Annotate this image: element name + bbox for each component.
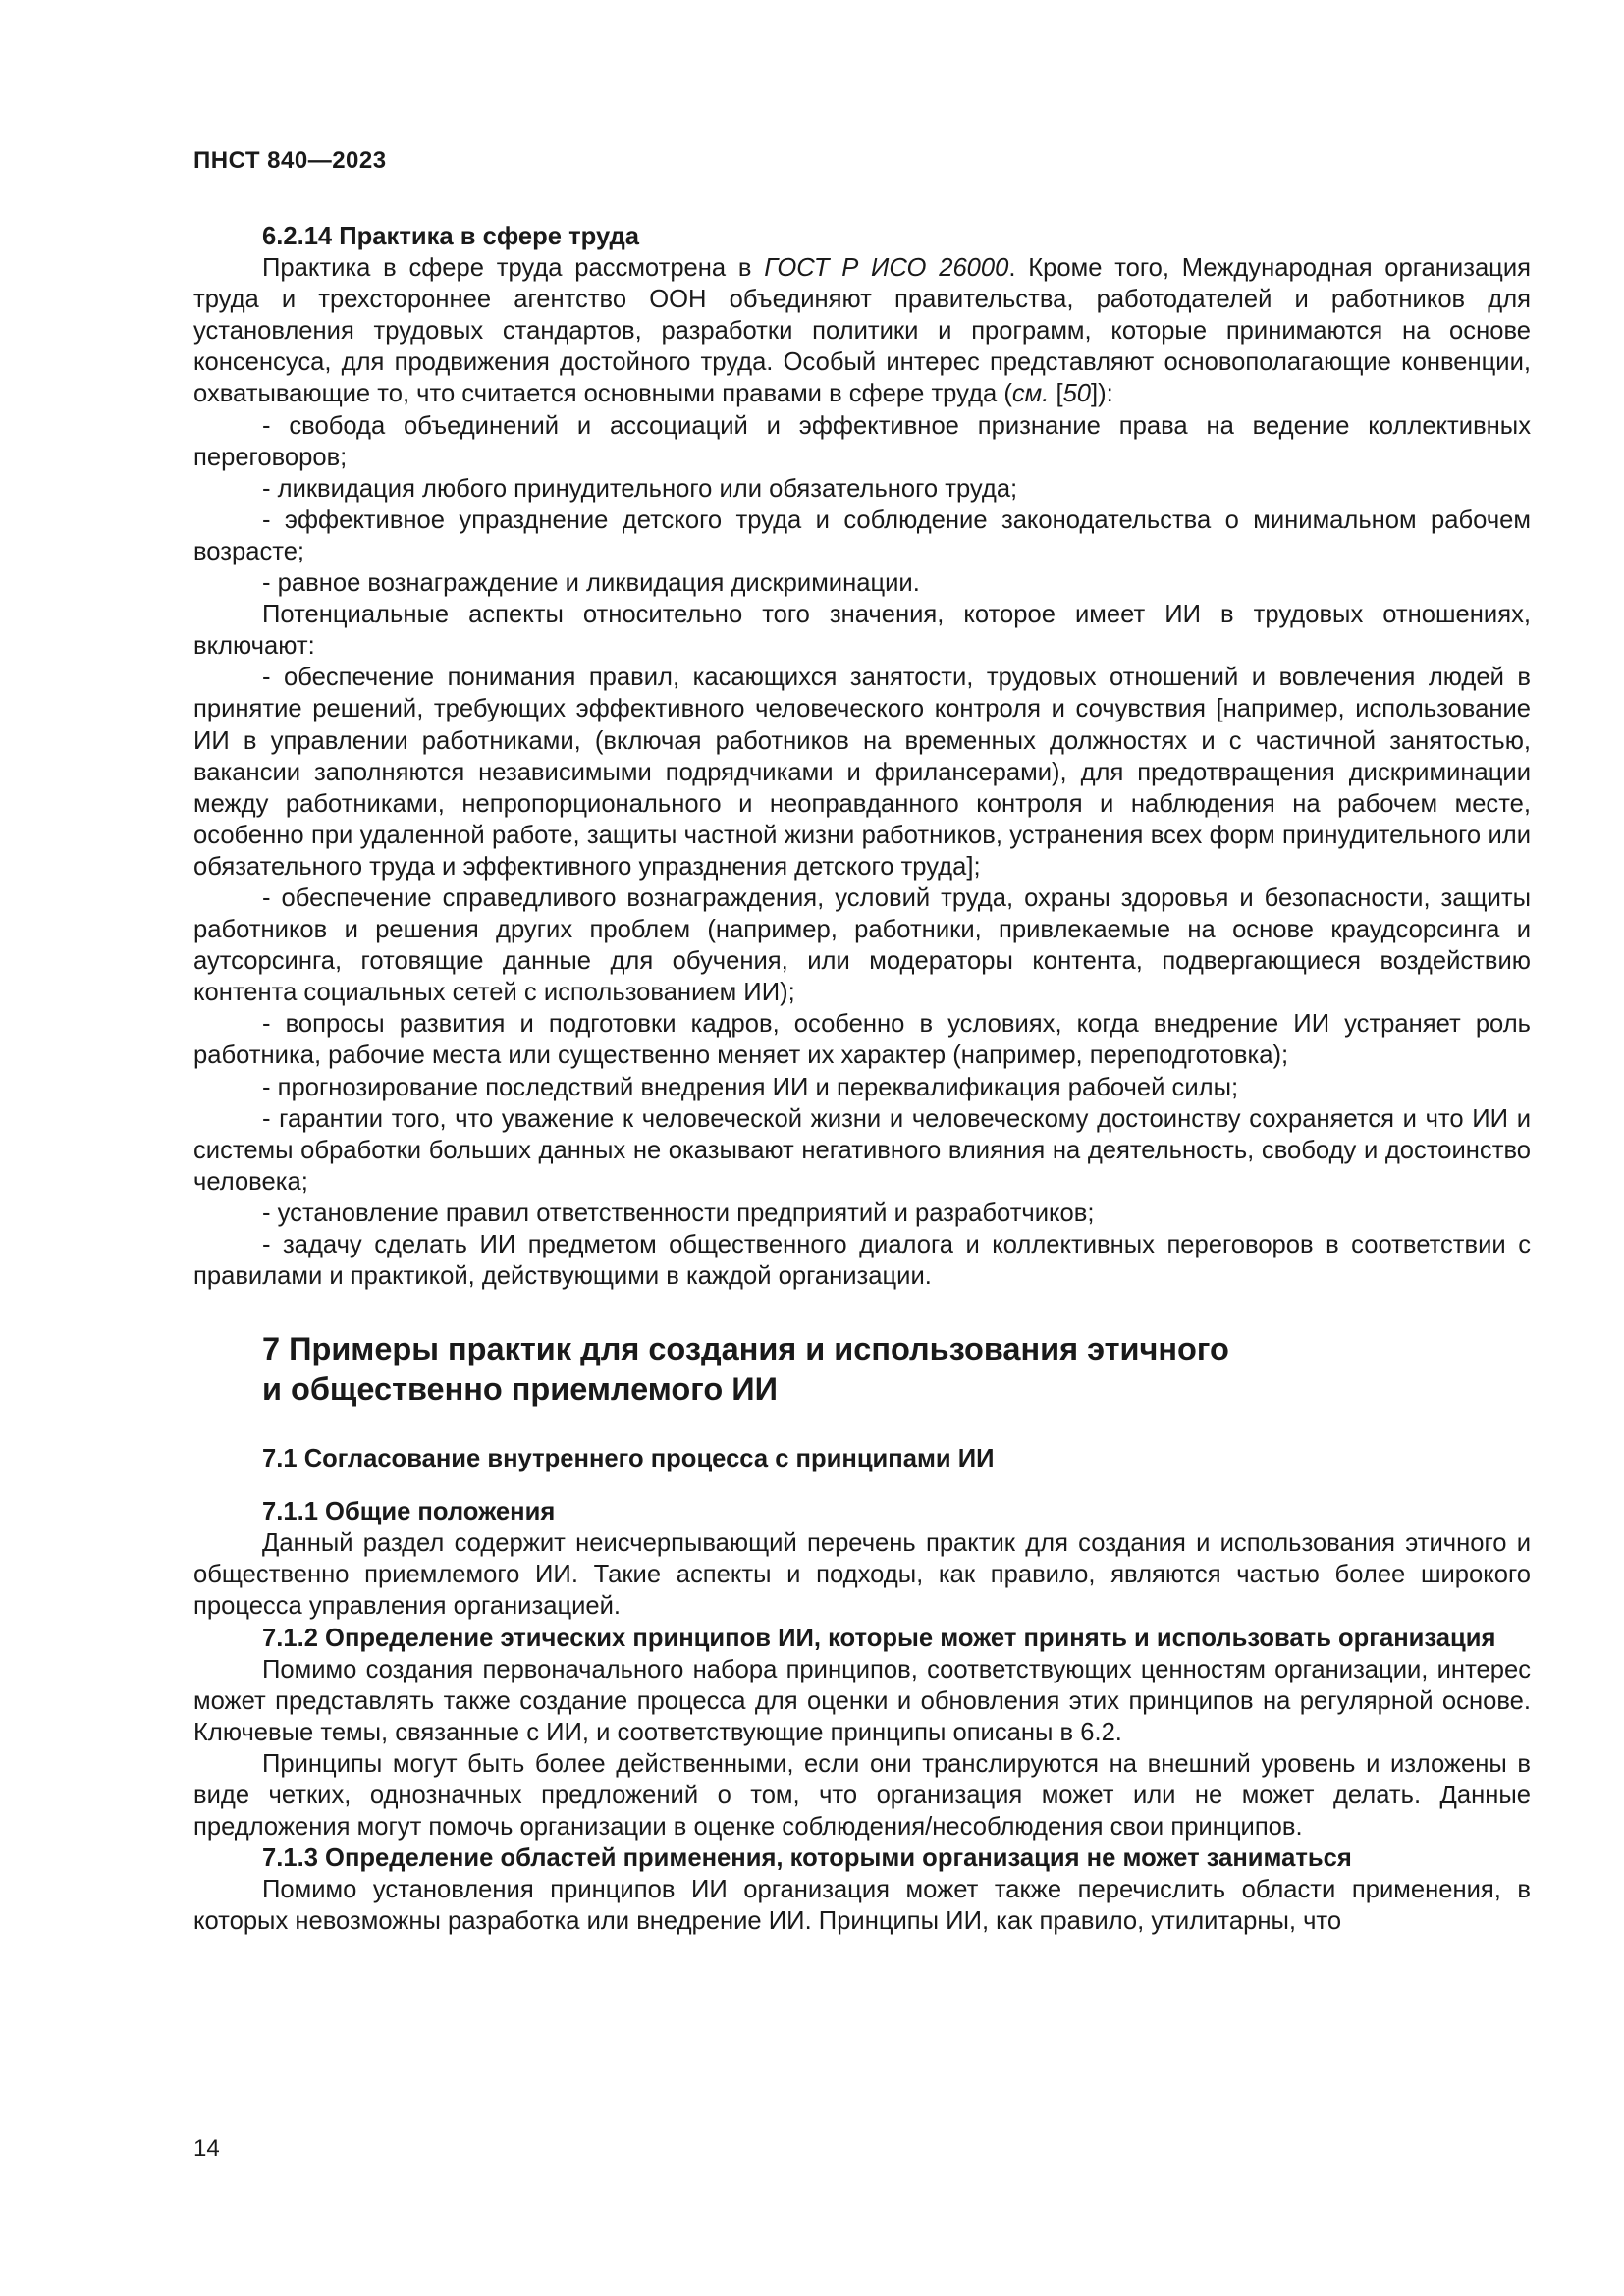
section-6-2-14-paragraph: Практика в сфере труда рассмотрена в ГОСТ Р ИСО 26000. Кроме того, Международная организация труда и трехстороннее агентство ООН объединяют правительства, работодателей и работников для установления трудовых стандартов, разработки политики и программ, которые принимаются на основе консенсуса, для продвижения достойного труда. Особый интерес представляют основополагающие конвенции, охватывающие то, что считается основными правами в сфере труда (см. [50]):: [193, 254, 1531, 408]
list-item: - прогнозирование последствий внедрения ИИ и переквалификация рабочей силы;: [262, 1073, 1239, 1101]
document-code: ПНСТ 840—2023: [193, 147, 387, 174]
list-item: - гарантии того, что уважение к человеческой жизни и человеческому достоинству сохраняется и что ИИ и системы обработки больших данных не оказывают негативного влияния на деятельность, свободу и достоинство человека;: [193, 1104, 1531, 1196]
section-7-1-2-paragraph: Помимо создания первоначального набора принципов, соответствующих ценностям организации, интерес может представлять также создание процесса для оценки и обновления этих принципов на регулярной основе. Ключевые темы, связанные с ИИ, и соответствующие принципы описаны в 6.2.: [193, 1655, 1531, 1746]
section-7-1-3-paragraph: Помимо установления принципов ИИ организация может также перечислить области применения, в которых невозможны разработка или внедрение ИИ. Принципы ИИ, как правило, утилитарны, что: [193, 1876, 1531, 1936]
list-item: - вопросы развития и подготовки кадров, особенно в условиях, когда внедрение ИИ устраняет роль работника, рабочие места или существенно меняет их характер (например, переподготовка);: [193, 1010, 1531, 1070]
list-item: - равное вознаграждение и ликвидация дискриминации.: [262, 569, 920, 598]
gost-reference: ГОСТ Р ИСО 26000: [764, 254, 1009, 283]
section-7-1-1-paragraph: Данный раздел содержит неисчерпывающий перечень практик для создания и использования этичного и общественно приемлемого ИИ. Такие аспекты и подходы, как правило, являются частью более широкого процесса управления организацией.: [193, 1529, 1531, 1621]
list-item: - обеспечение понимания правил, касающихся занятости, трудовых отношений и вовлечения людей в принятие решений, требующих эффективного человеческого контроля и сочувствия [например, использование ИИ в управлении работниками, (включая работников на временных должностях и с частичной занятостью, вакансии заполняются независимыми подрядчиками и фрилансерами), для предотвращения дискриминации между работниками, непропорционального и неоправданного контроля и наблюдения на рабочем месте, особенно при удаленной работе, защиты частной жизни работников, устранения всех форм принудительного или обязательного труда и эффективного упразднения детского труда];: [193, 664, 1531, 881]
list-item: - эффективное упразднение детского труда и соблюдение законодательства о минимальном рабочем возрасте;: [193, 506, 1531, 565]
list-item: - ликвидация любого принудительного или обязательного труда;: [262, 474, 1018, 503]
section-7-heading: 7 Примеры практик для создания и использования этичного и общественно приемлемого ИИ: [262, 1331, 1229, 1408]
section-7-1-heading: 7.1 Согласование внутреннего процесса с принципами ИИ: [262, 1445, 995, 1473]
section-6-2-14-heading: 6.2.14 Практика в сфере труда: [262, 223, 640, 250]
bibliography-reference: 50: [1062, 380, 1092, 408]
page-number: 14: [193, 2135, 220, 2162]
section-7-1-2-paragraph: Принципы могут быть более действенными, если они транслируются на внешний уровень и изложены в виде четких, однозначных предложений о том, что организация может или не может делать. Данные предложения могут помочь организации в оценке соблюдения/несоблюдения свои принципов.: [193, 1749, 1531, 1842]
list-item: - установление правил ответственности предприятий и разработчиков;: [262, 1199, 1095, 1227]
page-body: [193, 221, 1531, 1938]
section-7-1-2-heading: 7.1.2 Определение этических принципов ИИ, которые может принять и использовать организация: [262, 1624, 1496, 1652]
list-item: - задачу сделать ИИ предметом общественного диалога и коллективных переговоров в соответствии с правилами и практикой, действующими в каждой организации.: [193, 1231, 1531, 1291]
list-item: - обеспечение справедливого вознаграждения, условий труда, охраны здоровья и безопасности, защиты работников и решения других проблем (например, работники, привлекаемые на основе краудсорсинга и аутсорсинга, готовящие данные для обучения, или модераторы контента, подвергающиеся воздействию контента социальных сетей с использованием ИИ);: [193, 883, 1531, 1007]
paragraph: Потенциальные аспекты относительно того значения, которое имеет ИИ в трудовых отношениях, включают:: [193, 601, 1531, 661]
list-item: - свобода объединений и ассоциаций и эффективное признание права на ведение коллективных переговоров;: [193, 411, 1531, 471]
section-7-1-3-heading: 7.1.3 Определение областей применения, которыми организация не может заниматься: [262, 1844, 1352, 1873]
section-7-1-1-heading: 7.1.1 Общие положения: [262, 1498, 556, 1526]
